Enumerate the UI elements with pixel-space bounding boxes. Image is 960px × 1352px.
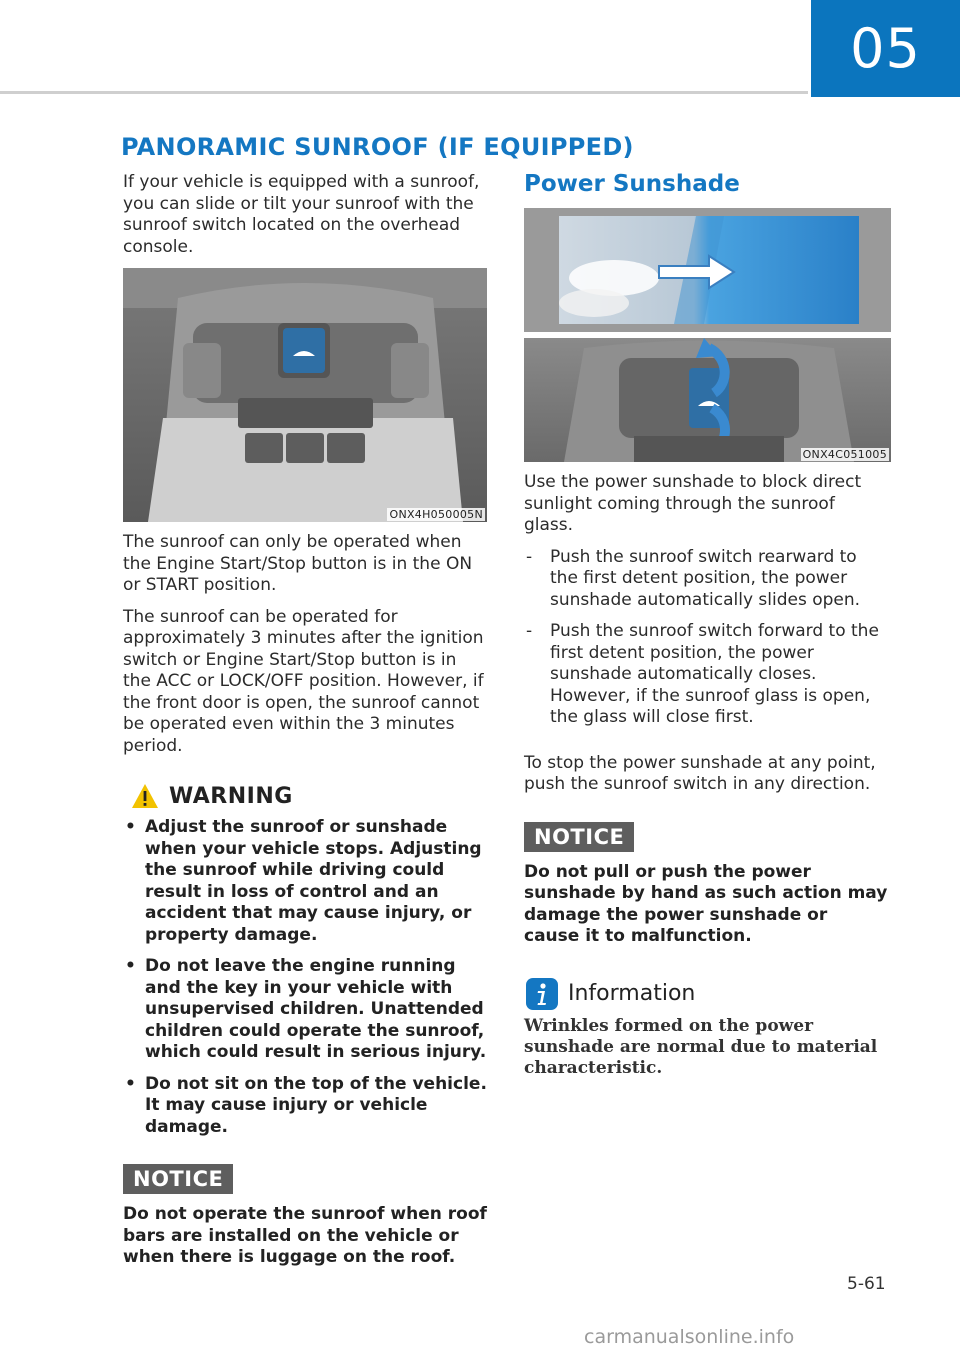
information-title: Information — [568, 981, 696, 1006]
information-text: Wrinkles formed on the power sunshade are normal due to material characteristic. — [524, 1015, 878, 1078]
operation-text-1: The sunroof can only be operated when the Engine Start/Stop button is in the ON or START position. — [123, 532, 473, 595]
list-item: - Push the sunroof switch rearward to the first detent position, the power sunshade automatically slides open. — [526, 546, 861, 610]
warning-header — [131, 783, 487, 809]
section-title: PANORAMIC SUNROOF (IF EQUIPPED) — [121, 133, 634, 161]
page-number: 5-61 — [847, 1274, 886, 1294]
sunshade-steps — [524, 547, 888, 729]
notice-badge: NOTICE — [524, 822, 634, 852]
figure-code: ONX4H050005N — [389, 508, 483, 521]
chapter-tab: 05 — [811, 0, 960, 97]
right-column — [524, 172, 888, 1079]
header-rule — [0, 91, 808, 94]
notice-text: Do not pull or push the power sunshade by hand as such action may damage the power sunshade or cause it to malfunction. — [524, 861, 888, 946]
list-item: - Push the sunroof switch forward to the first detent position, the power sunshade automatically closes. However, if the sunroof glass is open, the glass will close first. — [526, 621, 879, 727]
figure-power-sunshade — [524, 208, 891, 462]
overhead-console-illustration — [123, 268, 487, 522]
notice-block-right — [524, 822, 888, 948]
intro-text: If your vehicle is equipped with a sunroof, you can slide or tilt your sunroof with the sunroof switch located on the overhead console. — [123, 172, 480, 257]
sunshade-intro: Use the power sunshade to block direct sunlight coming through the sunroof glass. — [524, 472, 862, 535]
sunshade-stop-text: To stop the power sunshade at any point, push the sunroof switch in any direction. — [524, 752, 876, 794]
warning-list — [123, 817, 487, 1138]
power-sunshade-heading: Power Sunshade — [524, 171, 740, 197]
watermark: carmanualsonline.info — [584, 1326, 795, 1348]
left-column — [123, 172, 487, 1269]
warning-icon — [131, 783, 159, 809]
figure-code: ONX4C051005 — [802, 448, 887, 461]
list-item: • Do not leave the engine running and the key in your vehicle with unsupervised children. Unattended children could operate the sunroof, which could result in serious injury. — [125, 956, 487, 1062]
list-item: • Do not sit on the top of the vehicle. It may cause injury or vehicle damage. — [125, 1073, 487, 1137]
notice-block-left — [123, 1164, 487, 1269]
figure-overhead-console — [123, 268, 487, 522]
operation-text-2: The sunroof can be operated for approximately 3 minutes after the ignition switch or Engine Start/Stop button is in the ACC or LOCK/OFF position. However, if the front door is open, the sunroof cannot be operated even within the 3 minutes period. — [123, 606, 484, 756]
information-icon — [526, 978, 558, 1010]
information-header — [526, 978, 888, 1010]
notice-text: Do not operate the sunroof when roof bars are installed on the vehicle or when there is luggage on the roof. — [123, 1204, 487, 1267]
warning-title: WARNING — [169, 783, 293, 809]
list-item: • Adjust the sunroof or sunshade when your vehicle stops. Adjusting the sunroof while driving could result in loss of control and an accident that may cause injury, or property damage. — [125, 817, 482, 945]
power-sunshade-illustration — [524, 208, 891, 462]
notice-badge: NOTICE — [123, 1164, 233, 1194]
